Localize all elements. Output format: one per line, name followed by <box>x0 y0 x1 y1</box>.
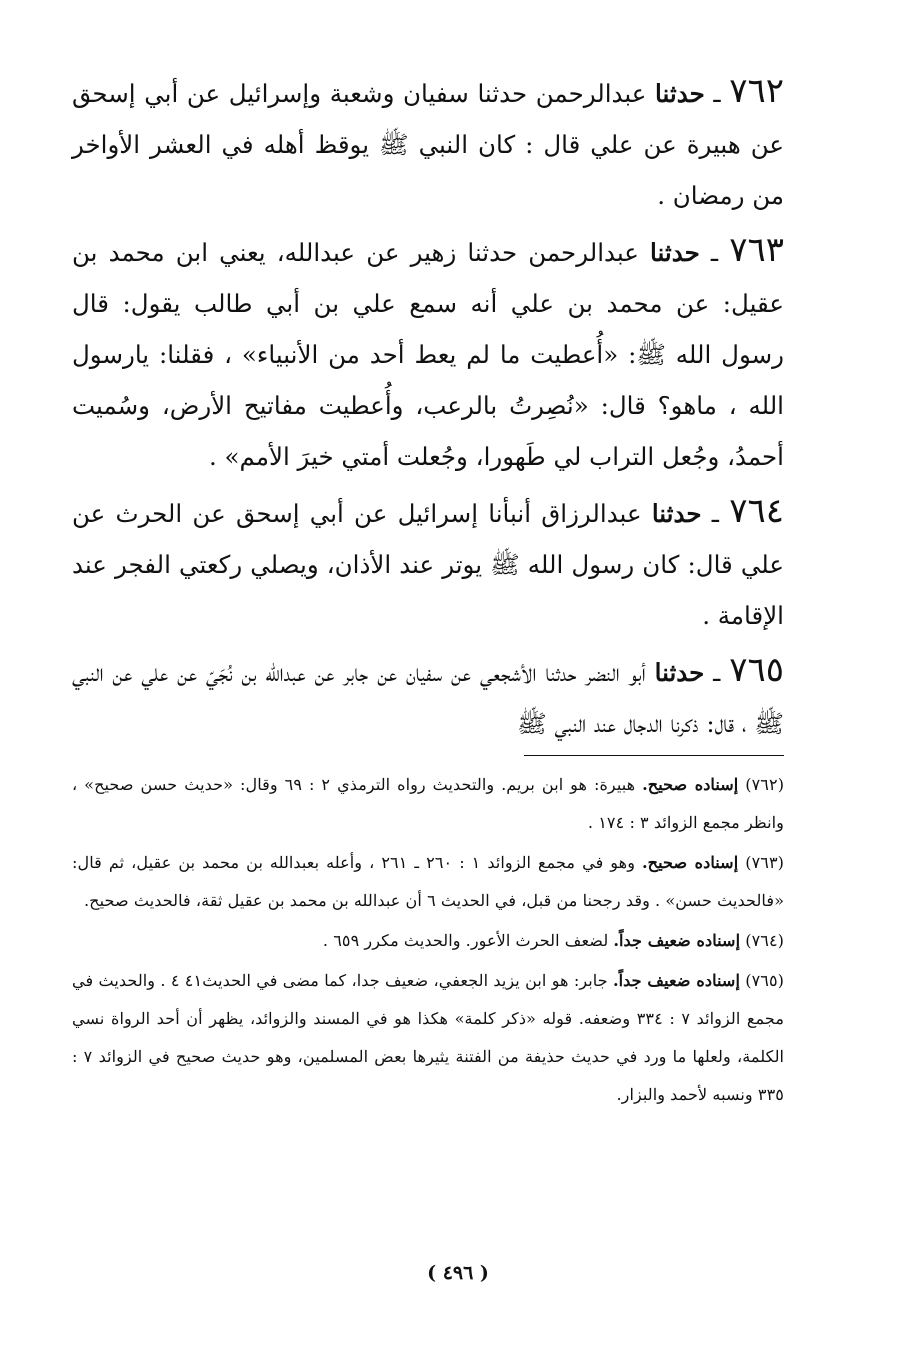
footnote-764 <box>72 922 784 960</box>
footnote-ref: (٧٦٥) <box>745 971 784 990</box>
footnote-ref: (٧٦٤) <box>745 931 784 950</box>
footnote-text: لضعف الحرث الأعور. والحديث مكرر ٦٥٩ . <box>322 931 609 950</box>
hadith-764 <box>72 486 784 641</box>
hadith-762 <box>72 66 784 221</box>
footnotes <box>72 766 784 1114</box>
footnote-keyword: إسناده صحيح. <box>642 853 739 872</box>
dash: ـ <box>704 658 721 687</box>
hadith-number: ٧٦٥ <box>729 650 784 690</box>
dash: ـ <box>701 499 719 528</box>
dash: ـ <box>704 79 721 108</box>
hadith-763 <box>72 225 784 482</box>
footnote-762 <box>72 766 784 842</box>
hadith-keyword: حدثنا <box>651 499 702 528</box>
hadith-number: ٧٦٤ <box>729 491 784 531</box>
footnote-keyword: إسناده ضعيف جداً. <box>613 971 740 990</box>
footnote-text: جابر: هو ابن يزيد الجعفي، ضعيف جدا، كما مضى في الحديث٤١ ٤ . والحديث في مجمع الزوائد ٧ : ٣٣٤ وضعفه. قوله «ذكر كلمة» هكذا هو في المسند والزوائد، يظهر أن أحد الرواة نسي الكلمة، ولعلها ما ورد في حديث حذيفة من الفتنة يثيرها بعض المسلمين، وهو حديث صحيح في الزوائد ٧ : ٣٣٥ ونسبه لأحمد والبزار. <box>72 971 784 1104</box>
hadith-number: ٧٦٢ <box>729 71 784 111</box>
footnote-763 <box>72 844 784 920</box>
hadith-keyword: حدثنا <box>650 238 700 267</box>
hadith-text: عبدالرحمن حدثنا زهير عن عبدالله، يعني ابن محمد بن عقيل: عن محمد بن علي أنه سمع علي بن أبي طالب يقول: قال رسول الله ﷺ: «أُعطيت ما لم يعط أحد من الأنبياء» ، فقلنا: يارسول الله ، ماهو؟ قال: «نُصِرتُ بالرعب، وأُعطيت مفاتيح الأرض، وسُميت أحمدُ، وجُعل التراب لي طَهورا، وجُعلت أمتي خيرَ الأمم» . <box>72 238 784 471</box>
footnote-ref: (٧٦٢) <box>745 775 785 794</box>
hadith-text: عبدالرحمن حدثنا سفيان وشعبة وإسرائيل عن أبي إسحق عن هبيرة عن علي قال : كان النبي ﷺ يوقظ أهله في العشر الأواخر من رمضان . <box>72 79 784 210</box>
footnote-765 <box>72 962 784 1114</box>
hadith-text: أبو النضر حدثنا الأشجعي عن سفيان عن جابر عن عبدالله بن نُجَيّ عن علي عن النبي ﷺ ، قال: ذكرنا الدجال عند النبي ﷺ <box>72 658 784 738</box>
dash: ـ <box>699 238 719 267</box>
footnote-keyword: إسناده صحيح. <box>642 775 739 794</box>
document-page <box>72 66 784 1346</box>
footnote-text: وهو في مجمع الزوائد ١ : ٢٦٠ ـ ٢٦١ ، وأعله بعبدالله بن محمد بن عقيل، ثم قال: «فالحديث حسن» . وقد رجحنا من قبل، في الحديث ٦ أن عبدالله بن محمد بن عقيل ثقة، فالحديث صحيح. <box>72 853 784 910</box>
hadith-text: عبدالرزاق أنبأنا إسرائيل عن أبي إسحق عن الحرث عن علي قال: كان رسول الله ﷺ يوتر عند الأذان، ويصلي ركعتي الفجر عند الإقامة . <box>72 499 784 630</box>
hadith-765 <box>72 645 784 749</box>
hadith-keyword: حدثنا <box>655 79 705 108</box>
footnote-keyword: إسناده ضعيف جداً. <box>613 931 741 950</box>
hadith-keyword: حدثنا <box>654 658 705 687</box>
footnote-text: هبيرة: هو ابن بريم. والتحديث رواه الترمذي ٢ : ٦٩ وقال: «حديث حسن صحيح» ، وانظر مجمع الزوائد ٣ : ١٧٤ . <box>72 775 784 832</box>
hadith-number: ٧٦٣ <box>729 230 784 270</box>
footnote-separator <box>524 755 784 756</box>
page-number: ( ٤٩٦ ) <box>427 1262 489 1284</box>
footnote-ref: (٧٦٣) <box>745 853 784 872</box>
